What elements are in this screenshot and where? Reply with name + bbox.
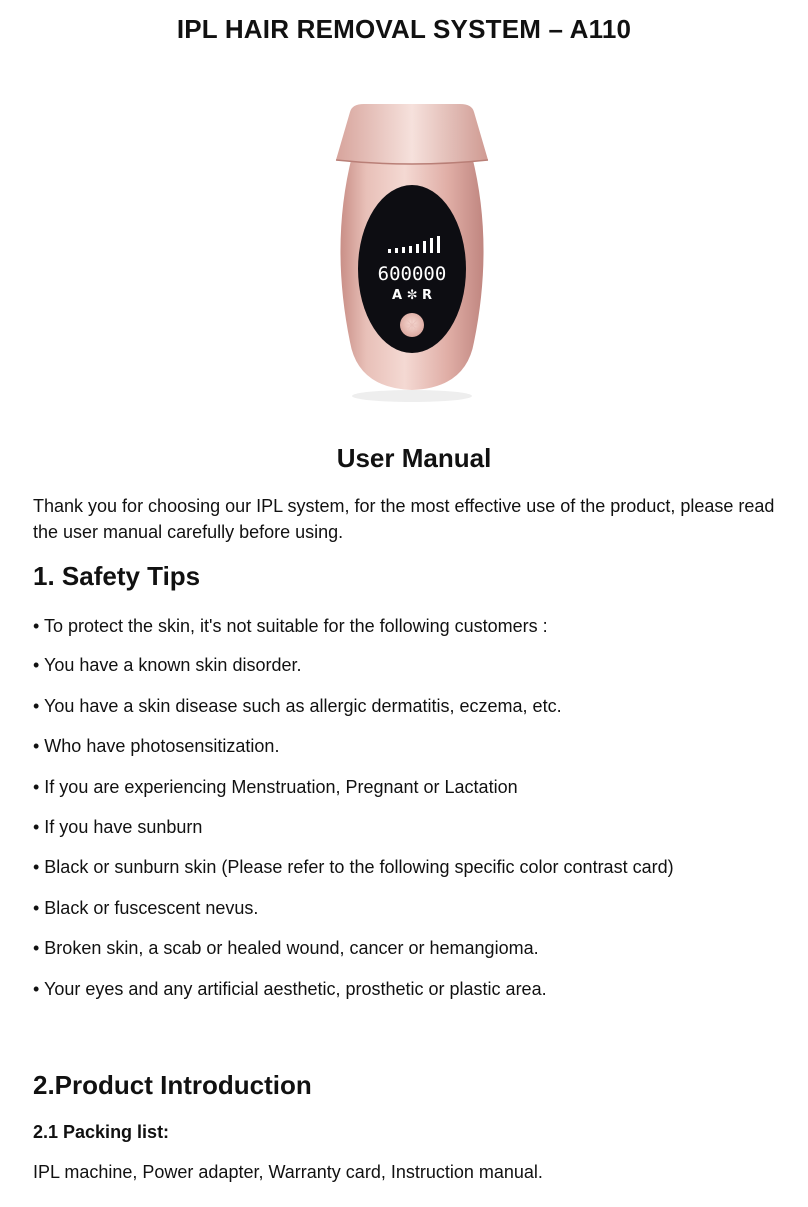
button-sunburst-icon: [405, 318, 419, 332]
safety-item: • Black or sunburn skin (Please refer to the following specific color contrast card): [33, 857, 674, 877]
safety-item: • You have a known skin disorder.: [33, 655, 302, 675]
safety-item: • Broken skin, a scab or healed wound, cancer or hemangioma.: [33, 938, 539, 958]
safety-item: • If you have sunburn: [33, 817, 203, 837]
intro-paragraph: Thank you for choosing our IPL system, for the most effective use of the product, please read the user manual carefully before using.: [33, 496, 775, 542]
safety-item: • You have a skin disease such as allergic dermatitis, eczema, etc.: [33, 696, 562, 716]
page-title: IPL HAIR REMOVAL SYSTEM – A110: [176, 14, 632, 44]
manual-title: User Manual: [336, 443, 492, 473]
safety-item: • If you are experiencing Menstruation, Pregnant or Lactation: [33, 777, 518, 797]
safety-item: • To protect the skin, it's not suitable for the following customers :: [33, 616, 548, 636]
device-cap: [336, 104, 488, 164]
product-introduction-heading: 2.Product Introduction: [33, 1070, 312, 1100]
packing-list-heading: 2.1 Packing list:: [33, 1122, 170, 1142]
product-image: [312, 94, 512, 414]
mode-indicators: A ✼ R: [391, 288, 433, 303]
safety-item: • Your eyes and any artificial aesthetic, prosthetic or plastic area.: [33, 979, 547, 999]
ipl-device-illustration: [312, 94, 512, 414]
safety-item: • Who have photosensitization.: [33, 736, 280, 756]
packing-list-text: IPL machine, Power adapter, Warranty card, Instruction manual.: [33, 1162, 543, 1182]
flash-counter: 600000: [377, 263, 447, 285]
safety-tips-heading: 1. Safety Tips: [33, 561, 201, 591]
device-shadow: [352, 390, 472, 402]
safety-item: • Black or fuscescent nevus.: [33, 898, 259, 918]
